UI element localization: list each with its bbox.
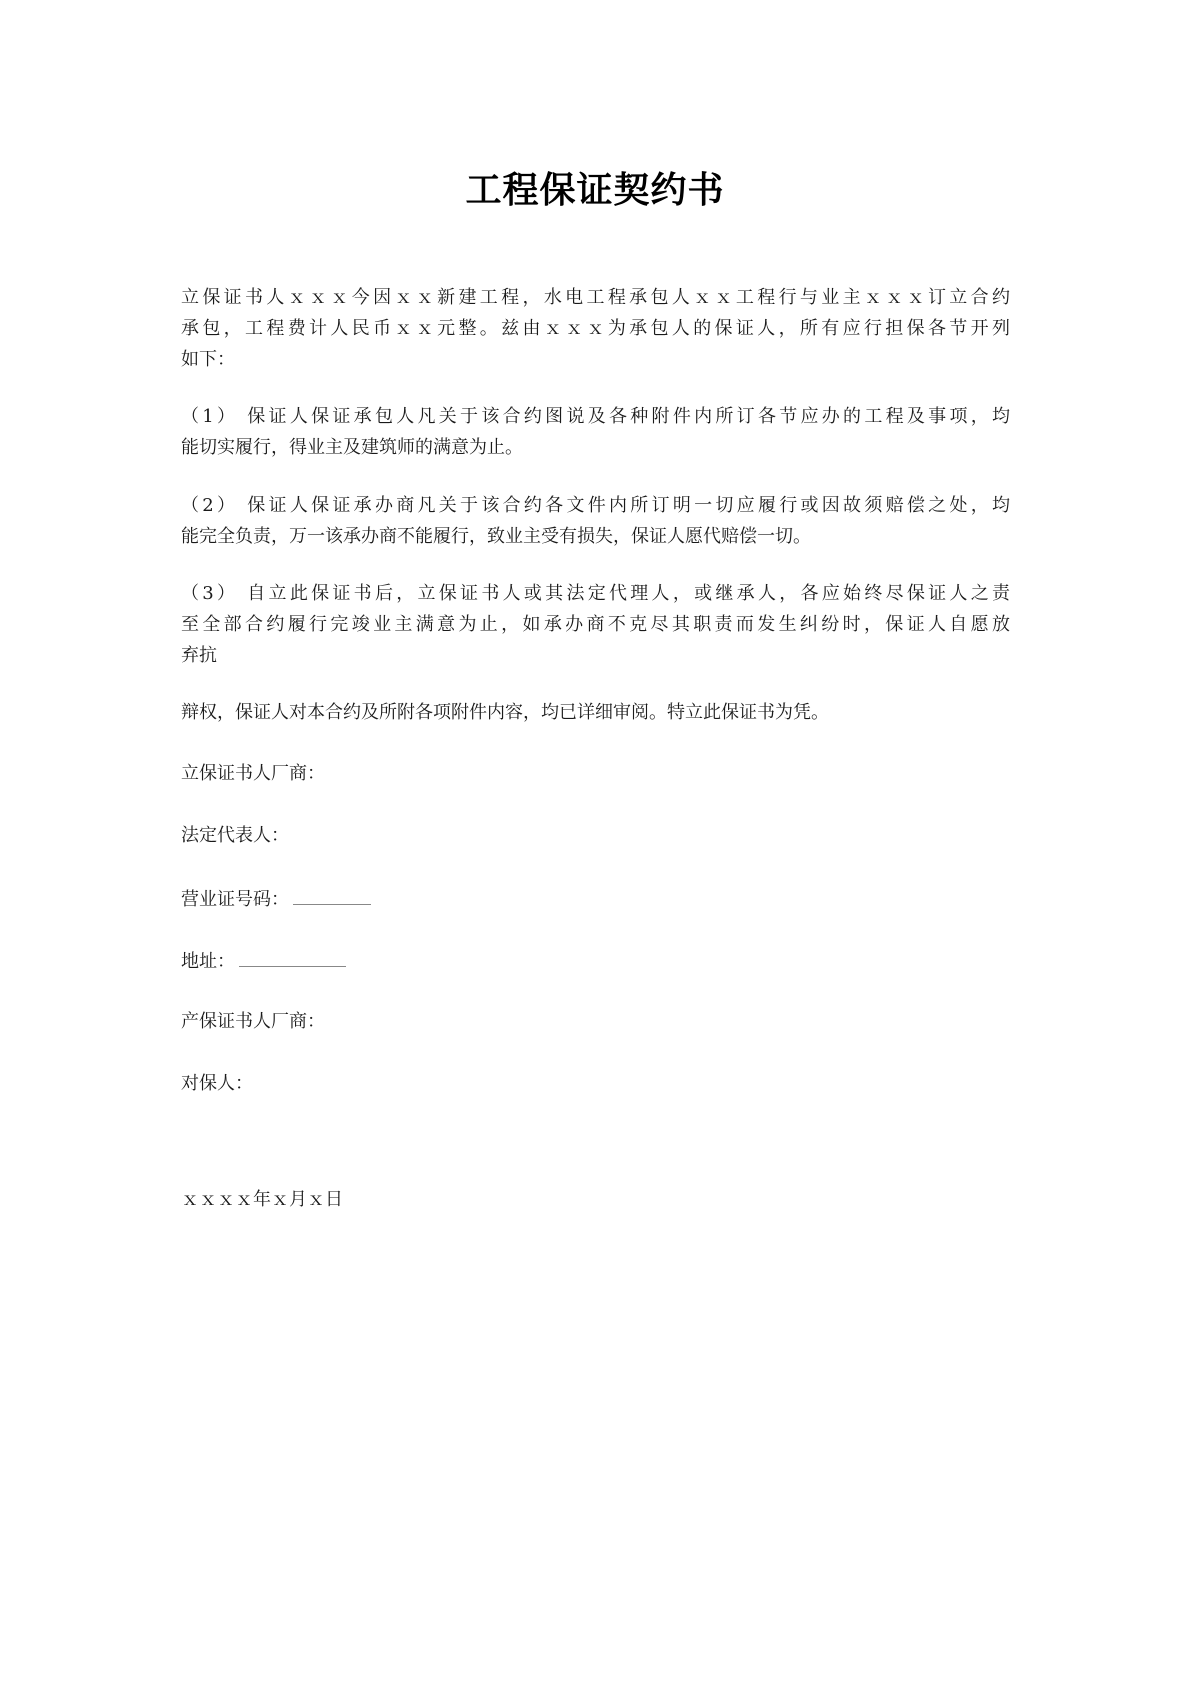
intro-line-1: 立保证书人ｘｘｘ今因ｘｘ新建工程，水电工程承包人ｘｘ工程行与业主ｘｘｘ订立合约 xyxy=(181,287,1010,308)
field-label: 产保证书人厂商： xyxy=(181,1011,325,1032)
document-title: 工程保证契约书 xyxy=(465,170,725,211)
intro-line-3: 如下： xyxy=(181,349,235,370)
address-blank[interactable] xyxy=(239,948,346,967)
field-label: 地址： xyxy=(181,951,235,972)
field-label: 立保证书人厂商： xyxy=(181,763,325,784)
clause-1-line-1: （1） 保证人保证承包人凡关于该合约图说及各种附件内所订各节应办的工程及事项，均 xyxy=(181,406,1010,427)
clause-1-line-2: 能切实履行，得业主及建筑师的满意为止。 xyxy=(181,437,523,458)
clause-2-line-2: 能完全负责，万一该承办商不能履行，致业主受有损失，保证人愿代赔偿一切。 xyxy=(181,526,811,547)
clause-3-line-3: 弃抗 xyxy=(181,645,217,666)
closing-paragraph: 辩权，保证人对本合约及所附各项附件内容，均已详细审阅。特立此保证书为凭。 xyxy=(181,702,829,723)
field-label: 对保人： xyxy=(181,1073,253,1094)
signature-field-legal-rep xyxy=(181,824,289,848)
signature-field-business-license xyxy=(181,886,371,912)
clause-3-line-2: 至全部合约履行完竣业主满意为止，如承办商不克尽其职责而发生纠纷时，保证人自愿放 xyxy=(181,614,1010,635)
clause-3-line-1: （3） 自立此保证书后，立保证书人或其法定代理人，或继承人，各应始终尽保证人之责 xyxy=(181,583,1010,604)
signature-field-guarantor xyxy=(181,762,325,786)
field-label: 法定代表人： xyxy=(181,825,289,846)
signature-field-address xyxy=(181,948,346,974)
business-license-blank[interactable] xyxy=(293,886,371,905)
intro-line-2: 承包，工程费计人民币ｘｘ元整。兹由ｘｘｘ为承包人的保证人，所有应行担保各节开列 xyxy=(181,318,1010,339)
field-label: 营业证号码： xyxy=(181,889,289,910)
document-date: ｘｘｘｘ年ｘ月ｘ日 xyxy=(181,1189,343,1210)
signature-field-guarantor-vendor xyxy=(181,1010,325,1034)
clause-2-line-1: （2） 保证人保证承办商凡关于该合约各文件内所订明一切应履行或因故须赔偿之处，均 xyxy=(181,495,1010,516)
signature-field-witness xyxy=(181,1072,253,1096)
